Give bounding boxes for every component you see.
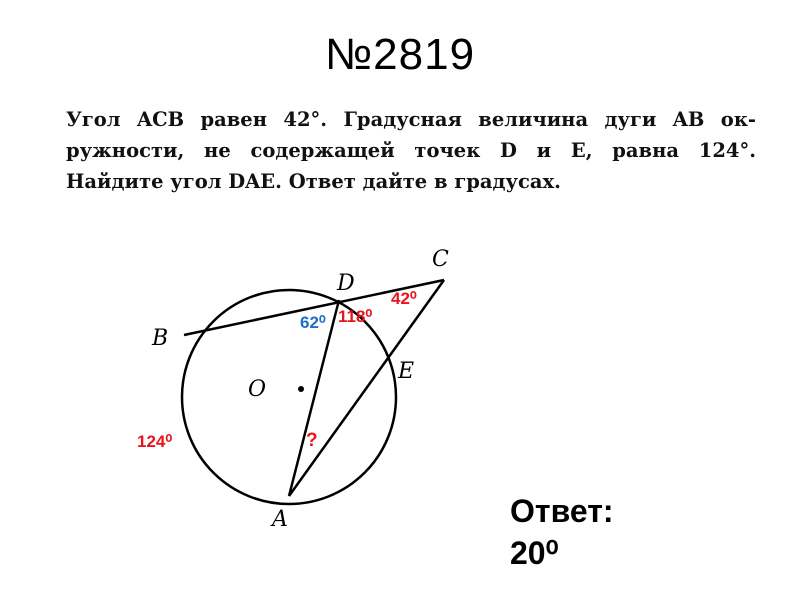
label-point-a: A <box>272 507 288 532</box>
center-point <box>298 386 304 392</box>
label-point-o: O <box>248 377 267 402</box>
annotation-arc-124: 124⁰ <box>137 432 173 451</box>
annotation-62: 62⁰ <box>300 313 326 332</box>
problem-line-2: ружности, не содержащей точек D и E, равна 124°. <box>66 139 756 162</box>
answer-block <box>510 490 614 574</box>
annotation-42: 42⁰ <box>391 289 417 308</box>
annotation-unknown: ? <box>306 430 318 451</box>
label-point-d: D <box>337 271 355 296</box>
annotation-118: 118⁰ <box>338 307 373 326</box>
label-point-c: C <box>432 247 449 272</box>
problem-line-3: Найдите угол DAE. Ответ дайте в градусах. <box>66 170 561 193</box>
answer-label: Ответ: <box>510 493 614 529</box>
problem-line-1: Угол ACB равен 42°. Градусная величина дуги AB ок- <box>66 108 756 131</box>
page-title: №2819 <box>324 30 476 79</box>
label-point-b: B <box>152 326 169 351</box>
label-point-e: E <box>398 359 415 384</box>
answer-value: 20⁰ <box>510 535 559 571</box>
